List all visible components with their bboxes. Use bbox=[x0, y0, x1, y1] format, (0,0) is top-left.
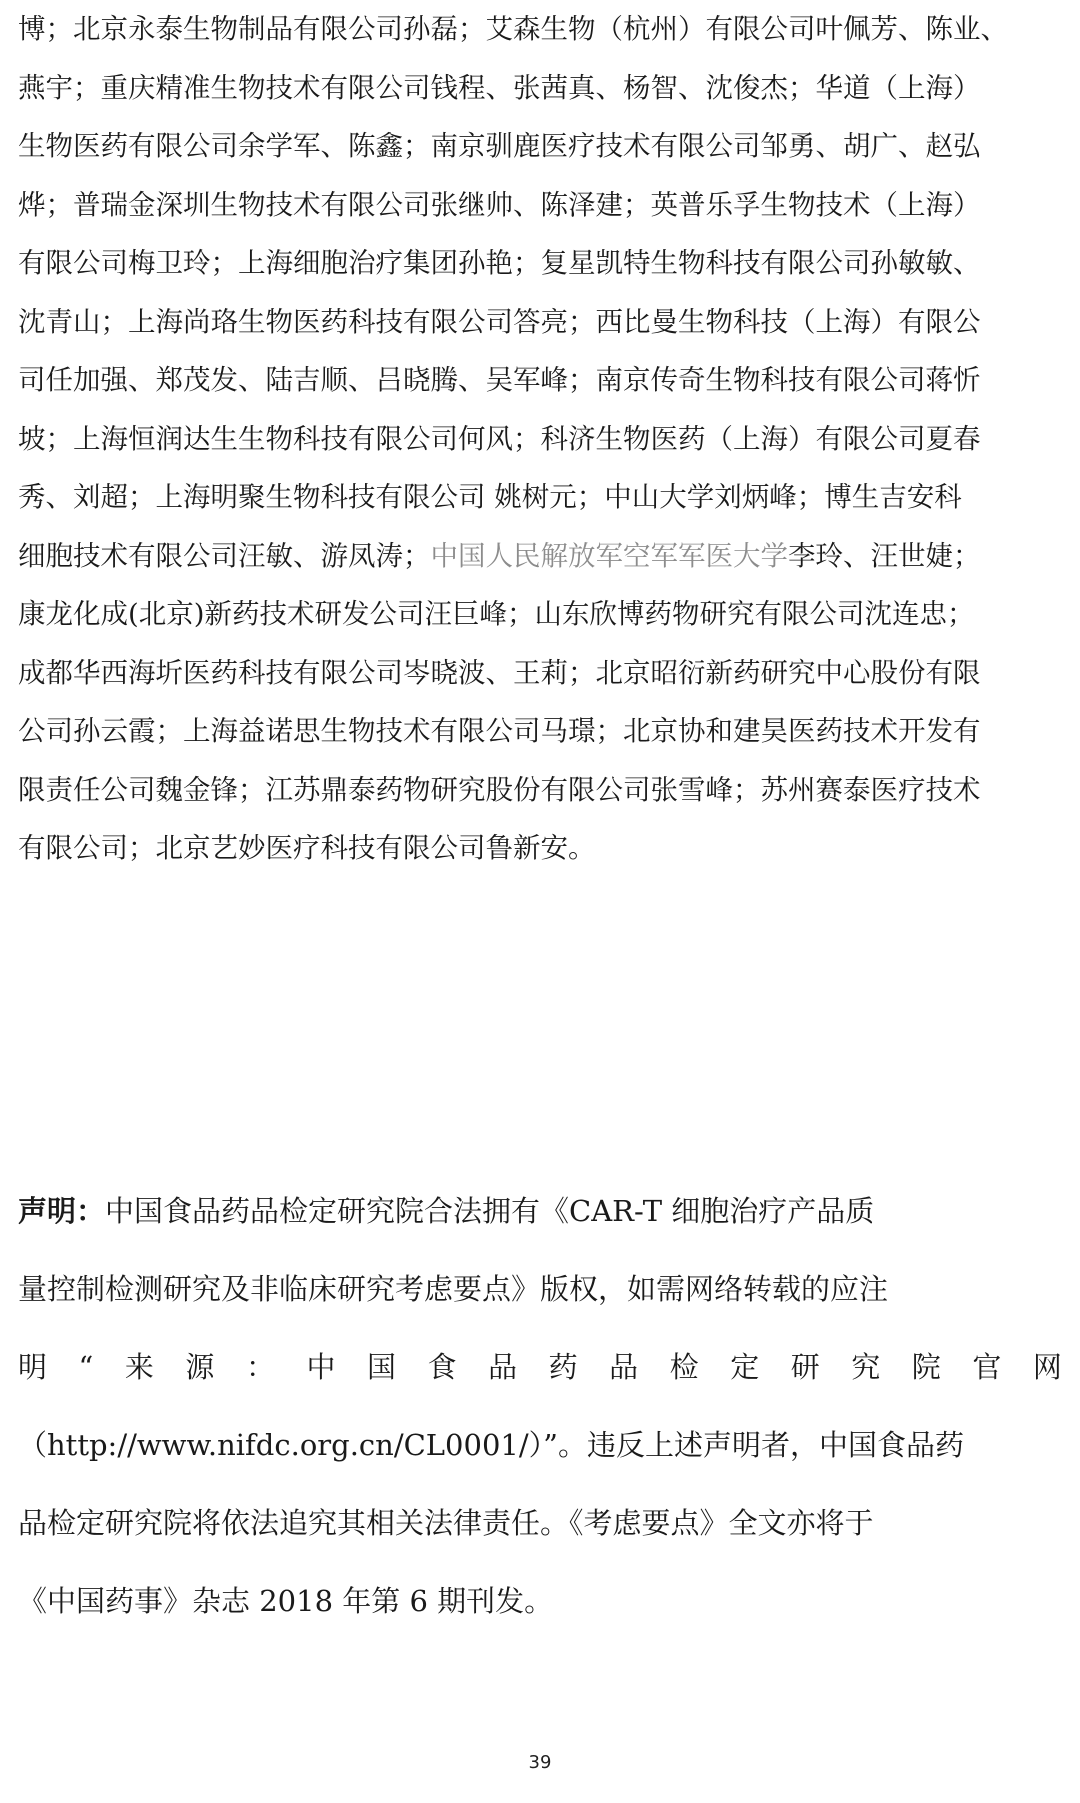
statement-char: ： bbox=[245, 1350, 275, 1384]
contributors-line: 沈青山；上海尚珞生物医药科技有限公司答亮；西比曼生物科技（上海）有限公 bbox=[18, 305, 981, 338]
statement-line: 品检定研究院将依法追究其相关法律责任。《考虑要点》全文亦将于 bbox=[18, 1506, 874, 1540]
statement-char: 源 bbox=[185, 1350, 215, 1384]
statement-char: 药 bbox=[548, 1350, 578, 1384]
contributors-segment: 细胞技术有限公司汪敏、游凤涛； bbox=[18, 539, 431, 572]
statement-line: 《中国药事》杂志 2018 年第 6 期刊发。 bbox=[18, 1584, 554, 1618]
contributors-line bbox=[18, 527, 1062, 586]
contributors-line: 有限公司；北京艺妙医疗科技有限公司鲁新安。 bbox=[18, 832, 596, 864]
statement-char: 定 bbox=[730, 1350, 760, 1384]
contributors-paragraph bbox=[18, 0, 1062, 878]
statement-char: 检 bbox=[669, 1350, 699, 1384]
statement-char: 食 bbox=[427, 1350, 457, 1384]
contributors-segment: 李玲、汪世婕； bbox=[788, 539, 981, 572]
statement-char: 来 bbox=[124, 1350, 154, 1384]
contributors-line: 康龙化成(北京)新药技术研发公司汪巨峰；山东欣博药物研究有限公司沈连忠； bbox=[18, 598, 975, 630]
contributors-line: 成都华西海圻医药科技有限公司岑晓波、王莉；北京昭衍新药研究中心股份有限 bbox=[18, 656, 981, 689]
statement-char: 院 bbox=[911, 1350, 941, 1384]
copyright-statement bbox=[18, 1172, 1062, 1640]
statement-line-justified bbox=[18, 1328, 1062, 1406]
statement-text: 中国食品药品检定研究院合法拥有《CAR-T 细胞治疗产品质 bbox=[105, 1194, 875, 1228]
statement-char: 品 bbox=[609, 1350, 639, 1384]
statement-char: 官 bbox=[972, 1350, 1002, 1384]
contributors-line: 博；北京永泰生物制品有限公司孙磊；艾森生物（杭州）有限公司叶佩芳、陈业、 bbox=[18, 13, 1008, 45]
statement-char: 研 bbox=[790, 1350, 820, 1384]
statement-char: 究 bbox=[851, 1350, 881, 1384]
contributors-line: 坡；上海恒润达生生物科技有限公司何风；科济生物医药（上海）有限公司夏春 bbox=[18, 422, 981, 455]
highlighted-institution: 中国人民解放军空军军医大学 bbox=[430, 539, 788, 572]
statement-char: “ bbox=[78, 1350, 94, 1384]
statement-char: 品 bbox=[488, 1350, 518, 1384]
statement-line bbox=[18, 1172, 1062, 1250]
contributors-line: 烨；普瑞金深圳生物技术有限公司张继帅、陈泽建；英普乐孚生物技术（上海） bbox=[18, 188, 981, 221]
statement-char: 明 bbox=[18, 1350, 48, 1384]
statement-line: （http://www.nifdc.org.cn/CL0001/）”。违反上述声明者，中国食品药 bbox=[18, 1428, 964, 1462]
statement-char: 国 bbox=[367, 1350, 397, 1384]
contributors-line: 有限公司梅卫玲；上海细胞治疗集团孙艳；复星凯特生物科技有限公司孙敏敏、 bbox=[18, 247, 981, 279]
page-number: 39 bbox=[528, 1752, 552, 1773]
contributors-line: 司任加强、郑茂发、陆吉顺、吕晓腾、吴军峰；南京传奇生物科技有限公司蒋忻 bbox=[18, 364, 981, 396]
contributors-line: 秀、刘超；上海明聚生物科技有限公司 姚树元；中山大学刘炳峰；博生吉安科 bbox=[18, 481, 962, 513]
statement-line: 量控制检测研究及非临床研究考虑要点》版权，如需网络转载的应注 bbox=[18, 1272, 889, 1306]
contributors-line: 公司孙云霞；上海益诺思生物技术有限公司马璟；北京协和建昊医药技术开发有 bbox=[18, 715, 981, 747]
statement-char: 网 bbox=[1032, 1350, 1062, 1384]
contributors-line: 生物医药有限公司余学军、陈鑫；南京驯鹿医疗技术有限公司邹勇、胡广、赵弘 bbox=[18, 130, 981, 162]
statement-label: 声明： bbox=[18, 1194, 106, 1228]
statement-char: 中 bbox=[306, 1350, 336, 1384]
contributors-line: 燕宇；重庆精准生物技术有限公司钱程、张茜真、杨智、沈俊杰；华道（上海） bbox=[18, 71, 981, 104]
contributors-line: 限责任公司魏金锋；江苏鼎泰药物研究股份有限公司张雪峰；苏州赛泰医疗技术 bbox=[18, 773, 981, 806]
